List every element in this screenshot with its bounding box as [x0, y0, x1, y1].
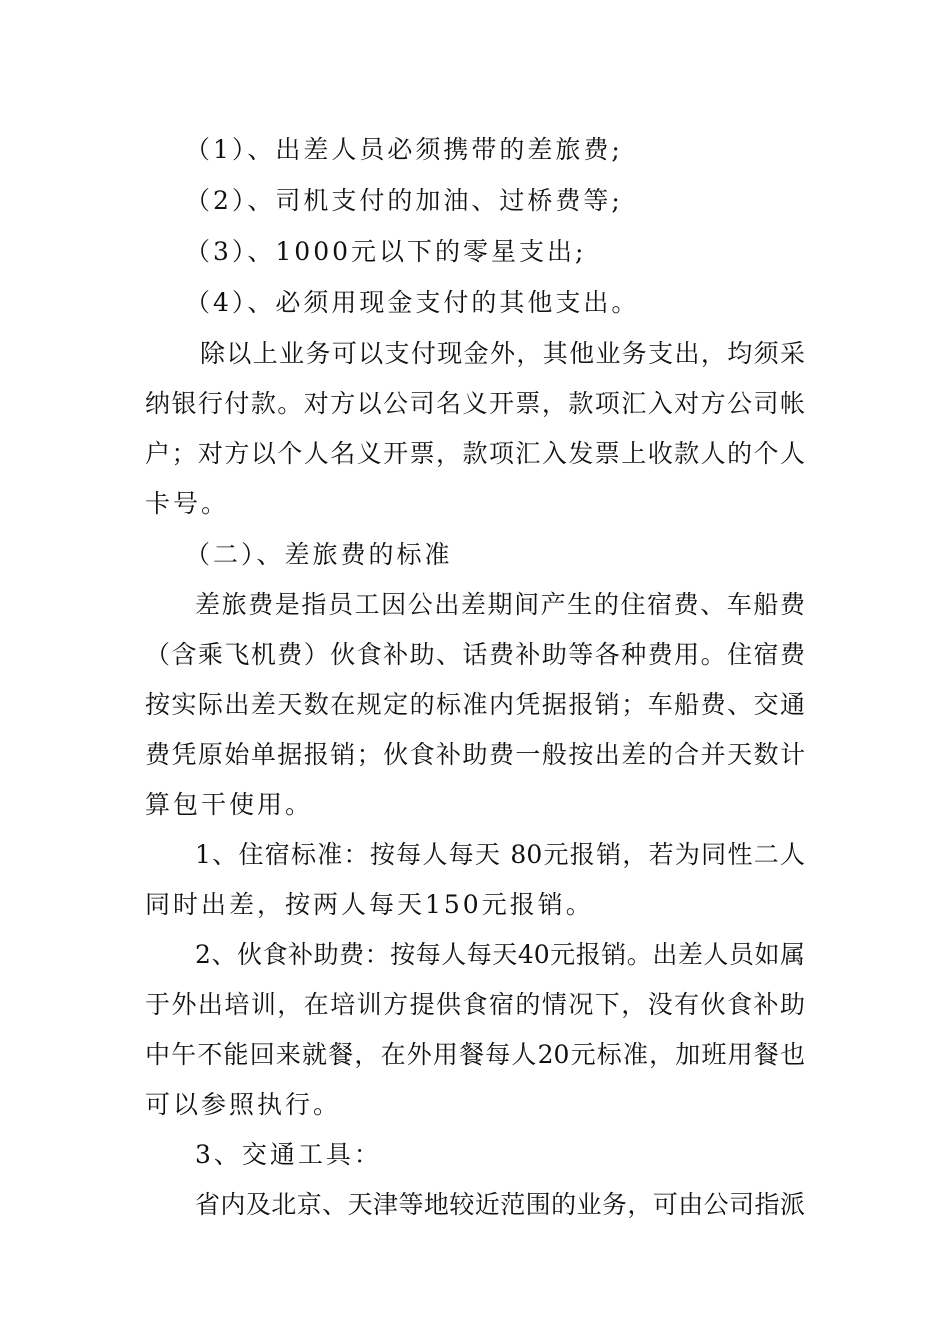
paragraph-line: （含乘飞机费）伙食补助、话费补助等各种费用。住宿费 [145, 640, 805, 669]
paragraph-line: 1、住宿标准：按每人每天 80元报销，若为同性二人 [195, 840, 805, 869]
paragraph-line: 同时出差，按两人每天150元报销。 [145, 890, 594, 919]
paragraph-line: 按实际出差天数在规定的标准内凭据报销；车船费、交通 [145, 690, 805, 719]
paragraph-line: 户；对方以个人名义开票，款项汇入发票上收款人的个人 [145, 439, 805, 468]
paragraph-line: 卡号。 [145, 489, 230, 518]
paragraph-line: 费凭原始单据报销；伙食补助费一般按出差的合并天数计 [145, 740, 805, 769]
paragraph-line: 差旅费是指员工因公出差期间产生的住宿费、车船费 [195, 590, 805, 619]
paragraph-line: 除以上业务可以支付现金外，其他业务支出，均须采 [200, 339, 805, 368]
paragraph-line: 中午不能回来就餐，在外用餐每人20元标准，加班用餐也 [145, 1040, 805, 1069]
paragraph-line: 可以参照执行。 [145, 1090, 342, 1119]
paragraph-line: 纳银行付款。对方以公司名义开票，款项汇入对方公司帐 [145, 389, 805, 418]
list-item-2: （2）、司机支付的加油、过桥费等; [185, 186, 623, 215]
list-item-3: （3）、1000元以下的零星支出; [185, 237, 587, 266]
paragraph-line: 2、伙食补助费：按每人每天40元报销。出差人员如属 [195, 940, 805, 969]
list-item-4: （4）、必须用现金支付的其他支出。 [185, 288, 640, 317]
subsection-heading: 3、交通工具： [195, 1140, 382, 1169]
section-heading: （二）、差旅费的标准 [185, 540, 453, 569]
paragraph-line: 算包干使用。 [145, 790, 314, 819]
paragraph-line: 省内及北京、天津等地较近范围的业务，可由公司指派 [195, 1190, 805, 1219]
list-item-1: （1）、出差人员必须携带的差旅费; [185, 135, 623, 164]
paragraph-line: 于外出培训，在培训方提供食宿的情况下，没有伙食补助 [145, 990, 805, 1019]
